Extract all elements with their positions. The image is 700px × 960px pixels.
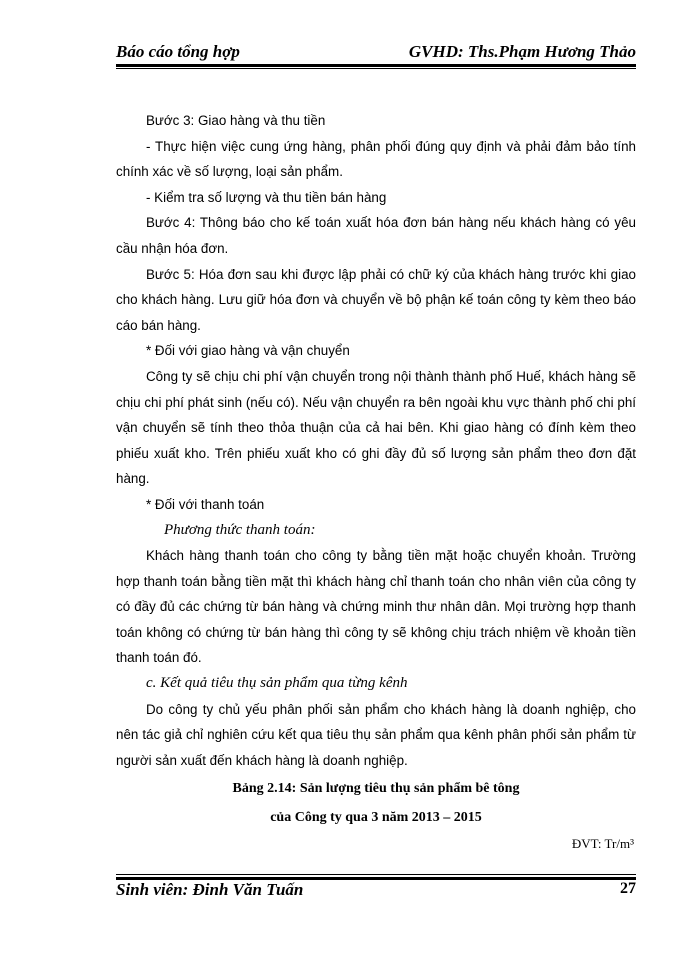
header-supervisor: GVHD: Ths.Phạm Hương Thảo [408,42,636,61]
paragraph-payment-heading: * Đối với thanh toán [146,496,265,512]
paragraph-step4: Bước 4: Thông báo cho kế toán xuất hóa đơn bán hàng nếu khách hàng có yêu cầu nhận hóa đơn. [116,215,636,256]
paragraph-step3: Bước 3: Giao hàng và thu tiền [146,113,326,128]
paragraph-delivery-heading: * Đối với giao hàng và vận chuyển [146,343,350,359]
page-header [116,40,636,64]
unit-label: ĐVT: Tr/m³ [571,835,634,851]
page-footer [116,880,636,904]
table-title-line2: của Công ty qua 3 năm 2013 – 2015 [270,810,482,826]
paragraph-channel: Do công ty chủ yếu phân phối sản phẩm cho khách hàng là doanh nghiệp, cho nên tác giả chỉ nghiên cứu kết qua tiêu thụ sản phẩm qua kênh phân phối sản phẩm từ người sản xuất đến khách hàng là doanh nghiệp. [116,701,636,768]
paragraph-step3-supply: - Thực hiện việc cung ứng hàng, phân phối đúng quy định và phải đảm bảo tính chính xác về số lượng, loại sản phẩm. [116,138,636,180]
header-rule-thin [116,68,636,69]
page-number: 27 [620,880,636,897]
header-rule-thick [116,64,636,67]
table-title-line1: Bảng 2.14: Sản lượng tiêu thụ sản phẩm bê tông [232,781,520,797]
section-heading-channel-results: c. Kết quả tiêu thụ sản phẩm qua từng kênh [146,675,408,692]
document-body [116,108,636,856]
footer-rule-thin [116,874,636,875]
header-report-title: Báo cáo tổng hợp [116,42,240,61]
paragraph-payment-method: Phương thức thanh toán: [164,521,316,538]
paragraph-payment: Khách hàng thanh toán cho công ty bằng tiền mặt hoặc chuyển khoản. Trường hợp thanh toán bằng tiền mặt thì khách hàng chỉ thanh toán cho nhân viên của công ty có đầy đủ các chứng từ bán hàng và chứng minh thư nhân dân. Mọi trường hợp thanh toán không có chứng từ bán hàng thì công ty sẽ không chịu trách nhiệm về khoản tiền thanh toán đó. [116,548,636,666]
paragraph-delivery: Công ty sẽ chịu chi phí vận chuyển trong nội thành thành phố Huế, khách hàng sẽ chịu chi phí phát sinh (nếu có). Nếu vận chuyển ra bên ngoài khu vực thành phố chi phí vận chuyển sẽ tính theo thỏa thuận của cả hai bên. Khi giao hàng có đính kèm theo phiếu xuất kho. Trên phiếu xuất kho có ghi đầy đủ số lượng sản phẩm theo đơn đặt hàng. [116,368,636,487]
paragraph-step3-check: - Kiểm tra số lượng và thu tiền bán hàng [146,189,387,205]
footer-student: Sinh viên: Đinh Văn Tuấn [116,880,304,899]
paragraph-step5: Bước 5: Hóa đơn sau khi được lập phải có chữ ký của khách hàng trước khi giao cho khách hàng. Lưu giữ hóa đơn và chuyển về bộ phận kế toán công ty kèm theo báo cáo bán hàng. [116,266,636,333]
